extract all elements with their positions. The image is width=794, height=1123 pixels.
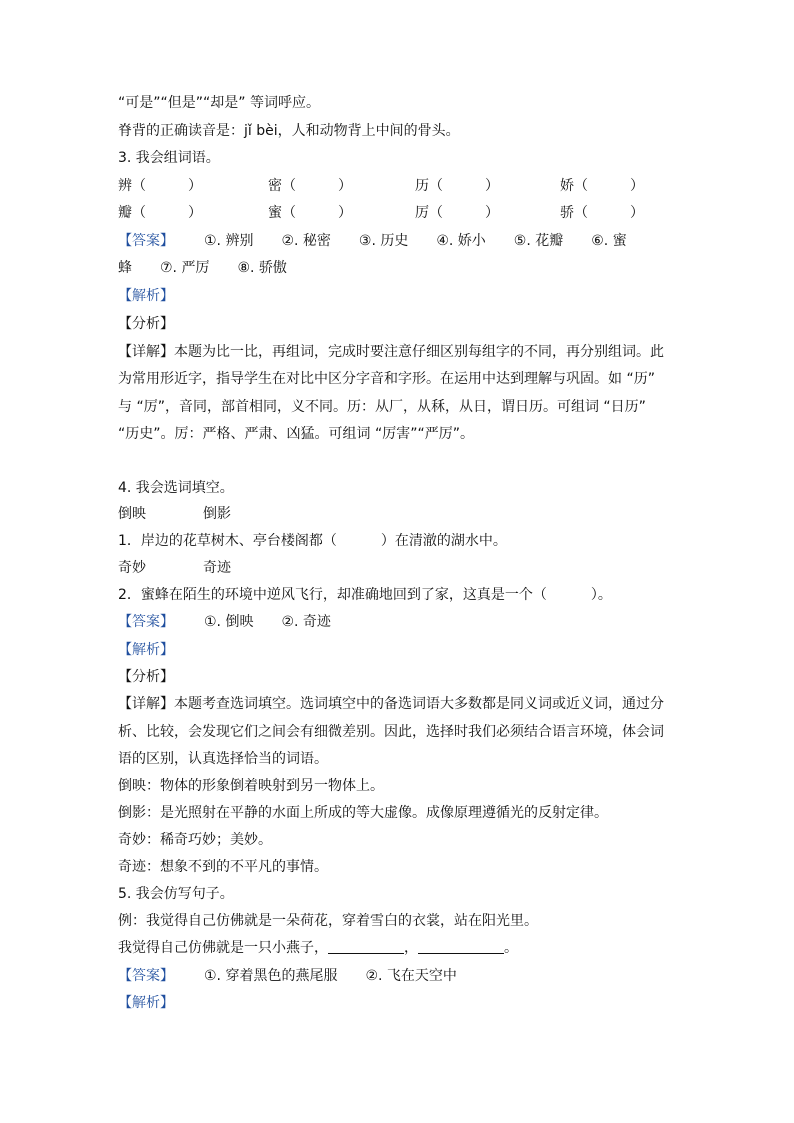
- question-title: 5. 我会仿写句子。: [118, 886, 234, 902]
- definition-line: 奇妙：稀奇巧妙；美妙。: [118, 832, 272, 848]
- detail-line: 语的区别，认真选择恰当的词语。: [118, 751, 328, 767]
- choice-word: 奇迹: [203, 560, 231, 576]
- sentence-part: 。: [504, 940, 518, 956]
- analysis-tag: 【解析】: [118, 642, 174, 658]
- question-title: 4. 我会选词填空。: [118, 480, 234, 496]
- word-cell: 厉（ ）: [415, 205, 499, 221]
- question-title: 3. 我会组词语。: [118, 150, 220, 166]
- word-cell: 辨（ ）: [118, 178, 202, 194]
- definition-line: 奇迹：想象不到的不平凡的事情。: [118, 859, 328, 875]
- detail-tag: 【详解】: [118, 344, 174, 360]
- sentence-part: ，: [404, 940, 418, 956]
- answer-line: [118, 612, 331, 632]
- answer-text: ①. 辨别 ②. 秘密 ③. 历史 ④. 娇小 ⑤. 花瓣 ⑥. 蜜: [204, 233, 627, 249]
- fenxi-tag: 【分析】: [118, 316, 174, 332]
- sentence-part: 1．岸边的花草树木、亭台楼阁都（: [118, 533, 337, 549]
- sentence-line: [118, 531, 507, 551]
- analysis-tag: 【解析】: [118, 995, 174, 1011]
- sentence-part: 2．蜜蜂在陌生的环境中逆风飞行，却准确地回到了家，这真是一个（: [118, 587, 547, 603]
- example-line: 例：我觉得自己仿佛就是一朵荷花，穿着雪白的衣裳，站在阳光里。: [118, 913, 538, 929]
- detail-line: [118, 694, 664, 714]
- detail-text: 本题为比一比，再组词，完成时要注意仔细区别每组字的不同，再分别组词。此: [174, 344, 664, 360]
- sentence-part: ）。: [590, 587, 612, 603]
- sentence-part: 我觉得自己仿佛就是一只小燕子，: [118, 940, 328, 956]
- definition-line: 倒映：物体的形象倒着映射到另一物体上。: [118, 778, 384, 794]
- answer-tag: 【答案】: [118, 233, 174, 249]
- answer-line: [118, 966, 457, 986]
- answer-text: ①. 倒映 ②. 奇迹: [204, 614, 331, 630]
- answer-text: ①. 穿着黑色的燕尾服 ②. 飞在天空中: [204, 968, 457, 984]
- detail-line: “历史”。厉：严格、严肃、凶猛。可组词 “厉害”“严厉”。: [118, 426, 474, 442]
- choice-word: 奇妙: [118, 560, 146, 576]
- blank-field: [418, 939, 504, 954]
- text-line: 脊背的正确读音是：jǐ bèi，人和动物背上中间的骨头。: [118, 123, 460, 139]
- detail-line: 与 “厉”，音同，部首相同，义不同。历：从厂，从秝，从日，谓日历。可组词 “日历”: [118, 399, 646, 415]
- word-cell: 娇（ ）: [560, 178, 644, 194]
- answer-line: [118, 231, 627, 251]
- text-line: “可是”“但是”“却是” 等词呼应。: [118, 95, 320, 111]
- detail-line: [118, 342, 664, 362]
- answer-tag: 【答案】: [118, 968, 174, 984]
- word-cell: 蜜（ ）: [268, 205, 352, 221]
- definition-line: 倒影：是光照射在平静的水面上所成的等大虚像。成像原理遵循光的反射定律。: [118, 805, 608, 821]
- sentence-line: [118, 585, 612, 605]
- answer-line: 蜂 ⑦. 严厉 ⑧. 骄傲: [118, 260, 287, 276]
- detail-line: 析、比较，会发现它们之间会有细微差别。因此，选择时我们必须结合语言环境，体会词: [118, 724, 664, 740]
- blank-field: [328, 939, 404, 954]
- word-cell: 历（ ）: [415, 178, 499, 194]
- word-cell: 密（ ）: [268, 178, 352, 194]
- word-cell: 骄（ ）: [560, 205, 644, 221]
- analysis-tag: 【解析】: [118, 288, 174, 304]
- detail-tag: 【详解】: [118, 696, 174, 712]
- word-cell: 瓣（ ）: [118, 205, 202, 221]
- sentence-part: ）在清澈的湖水中。: [380, 533, 507, 549]
- detail-text: 本题考查选词填空。选词填空中的备选词语大多数都是同义词或近义词，通过分: [174, 696, 664, 712]
- fenxi-tag: 【分析】: [118, 669, 174, 685]
- choice-word: 倒映: [118, 506, 146, 522]
- detail-line: 为常用形近字，指导学生在对比中区分字音和字形。在运用中达到理解与巩固。如 “历”: [118, 371, 655, 387]
- choice-word: 倒影: [203, 506, 231, 522]
- answer-tag: 【答案】: [118, 614, 174, 630]
- fill-line: [118, 938, 518, 958]
